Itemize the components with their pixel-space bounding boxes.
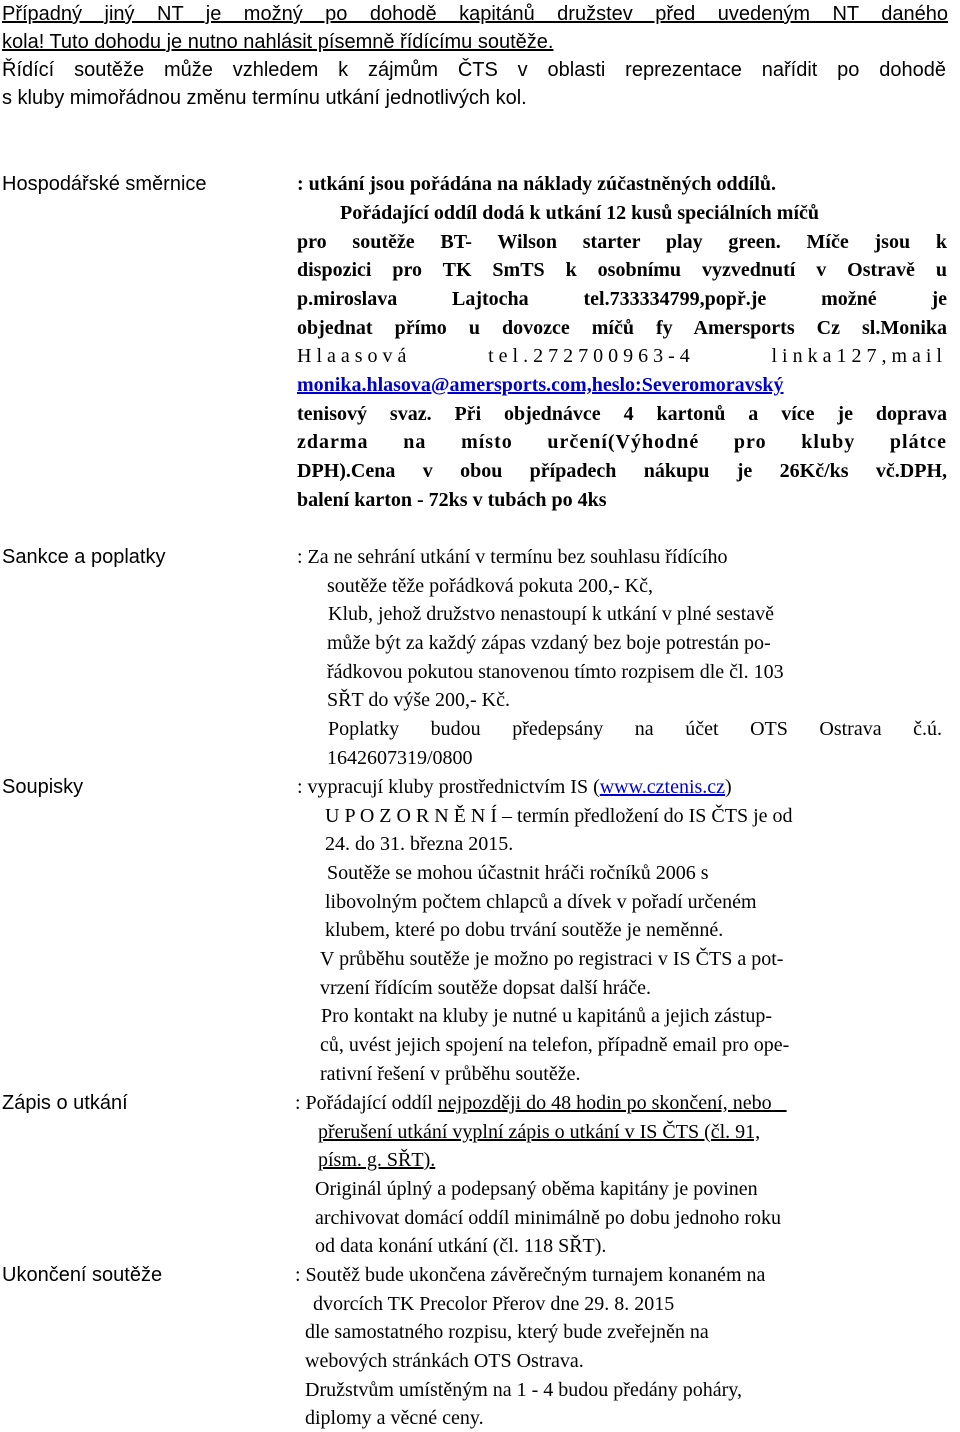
zapis-line-2: přerušení utkání vyplní zápis o utkání v IS ČTS (čl. 91, <box>318 1121 761 1143</box>
zapis-line-1 <box>295 1091 787 1115</box>
soupisky-line-11: rativní řešení v průběhu soutěže. <box>320 1063 581 1085</box>
section-label-sankce: Sankce a poplatky <box>2 546 166 568</box>
hospodarske-line-4: dispozici pro TK SmTS k osobnímu vyzvednutí v Ostravě u <box>297 259 947 281</box>
email-link[interactable]: monika.hlasova@amersports.com,heslo:Severomoravský <box>297 374 784 396</box>
ukonceni-line-2: dvorcích TK Precolor Přerov dne 29. 8. 2015 <box>313 1293 675 1315</box>
zapis-line-3: písm. g. SŘT). <box>318 1149 436 1171</box>
soupisky-line-3: 24. do 31. března 2015. <box>325 833 514 855</box>
soupisky-line-4: Soutěže se mohou účastnit hráči ročníků 2006 s <box>327 862 709 884</box>
sankce-line-5: řádkovou pokutou stanovenou tímto rozpisem dle čl. 103 <box>327 661 784 683</box>
cztenis-link[interactable]: www.cztenis.cz <box>599 776 726 798</box>
ukonceni-line-3: dle samostatného rozpisu, který bude zveřejněn na <box>305 1321 709 1343</box>
hospodarske-line-10: zdarma na místo určení(Výhodné pro kluby plátce <box>297 431 947 453</box>
ukonceni-line-6: diplomy a věcné ceny. <box>305 1407 484 1429</box>
hospodarske-line-6: objednat přímo u dovozce míčů fy Amersports Cz sl.Monika <box>297 317 947 339</box>
zapis-line-1-text: : Pořádající oddíl <box>295 1092 438 1114</box>
soupisky-line-1-close: ) <box>725 776 732 798</box>
section-label-zapis: Zápis o utkání <box>2 1092 128 1114</box>
ukonceni-line-1: : Soutěž bude ukončena závěrečným turnajem konaném na <box>295 1264 766 1286</box>
soupisky-upozorneni: U P O Z O R N Ě N Í – termín předložení do IS ČTS je od <box>325 805 793 827</box>
section-label-soupisky: Soupisky <box>2 776 84 798</box>
zapis-line-5: archivovat domácí oddíl minimálně po dobu jednoho roku <box>315 1207 782 1229</box>
zapis-line-4: Originál úplný a podepsaný oběma kapitány je povinen <box>315 1178 758 1200</box>
hospodarske-line-5: p.miroslava Lajtocha tel.733334799,popř.je možné je <box>297 288 947 310</box>
sankce-line-4: může být za každý zápas vzdaný bez boje potrestán po- <box>327 632 771 654</box>
zapis-line-6: od data konání utkání (čl. 118 SŘT). <box>315 1235 607 1257</box>
soupisky-line-1-text: : vypracují kluby prostřednictvím IS ( <box>297 776 600 798</box>
soupisky-line-9: Pro kontakt na kluby je nutné u kapitánů a jejich zástup- <box>321 1005 772 1027</box>
intro-line-1: Případný jiný NT je možný po dohodě kapitánů družstev před uvedeným NT daného <box>2 3 948 25</box>
soupisky-line-10: ců, uvést jejich spojení na telefon, případně email pro ope- <box>320 1034 790 1056</box>
intro-line-3: Řídící soutěže může vzhledem k zájmům ČTS v oblasti reprezentace nařídit po dohodě <box>2 59 946 81</box>
section-label-hospodarske: Hospodářské směrnice <box>2 173 207 195</box>
soupisky-line-8: vrzení řídícím soutěže dopsat další hráče. <box>320 977 651 999</box>
intro-line-2: kola! Tuto dohodu je nutno nahlásit písemně řídícímu soutěže. <box>2 31 554 53</box>
hospodarske-line-1: : utkání jsou pořádána na náklady zúčastněných oddílů. <box>297 173 777 195</box>
section-label-ukonceni: Ukončení soutěže <box>2 1264 163 1286</box>
hospodarske-line-9: tenisový svaz. Při objednávce 4 kartonů a více je doprava <box>297 403 947 425</box>
soupisky-line-7: V průběhu soutěže je možno po registraci v IS ČTS a pot- <box>320 948 784 970</box>
zapis-deadline: nejpozději do 48 hodin po skončení, nebo <box>437 1092 787 1114</box>
hospodarske-line-11: DPH).Cena v obou případech nákupu je 26Kč/ks vč.DPH, <box>297 460 947 482</box>
soupisky-line-1 <box>297 775 732 799</box>
intro-line-4: s kluby mimořádnou změnu termínu utkání jednotlivých kol. <box>2 87 527 109</box>
ukonceni-line-5: Družstvům umístěným na 1 - 4 budou předány poháry, <box>305 1379 742 1401</box>
sankce-line-8: 1642607319/0800 <box>327 747 473 769</box>
hospodarske-line-3: pro soutěže BT- Wilson starter play green. Míče jsou k <box>297 231 947 253</box>
sankce-line-6: SŘT do výše 200,- Kč. <box>327 689 510 711</box>
sankce-line-2: soutěže těže pořádková pokuta 200,- Kč, <box>327 575 653 597</box>
soupisky-line-5: libovolným počtem chlapců a dívek v pořadí určeném <box>325 891 757 913</box>
sankce-line-3: Klub, jehož družstvo nenastoupí k utkání v plné sestavě <box>328 603 775 625</box>
soupisky-line-6: klubem, které po dobu trvání soutěže je neměnné. <box>325 919 724 941</box>
sankce-line-1: : Za ne sehrání utkání v termínu bez souhlasu řídícího <box>297 546 728 568</box>
hospodarske-line-2: Pořádající oddíl dodá k utkání 12 kusů speciálních míčů <box>340 202 820 224</box>
ukonceni-line-4: webových stránkách OTS Ostrava. <box>305 1350 584 1372</box>
hospodarske-line-12: balení karton - 72ks v tubách po 4ks <box>297 489 607 511</box>
sankce-line-7: Poplatky budou předepsány na účet OTS Ostrava č.ú. <box>328 718 942 740</box>
hospodarske-line-7: Hlaasová tel.272700963-4 linka127,mail <box>297 345 947 367</box>
